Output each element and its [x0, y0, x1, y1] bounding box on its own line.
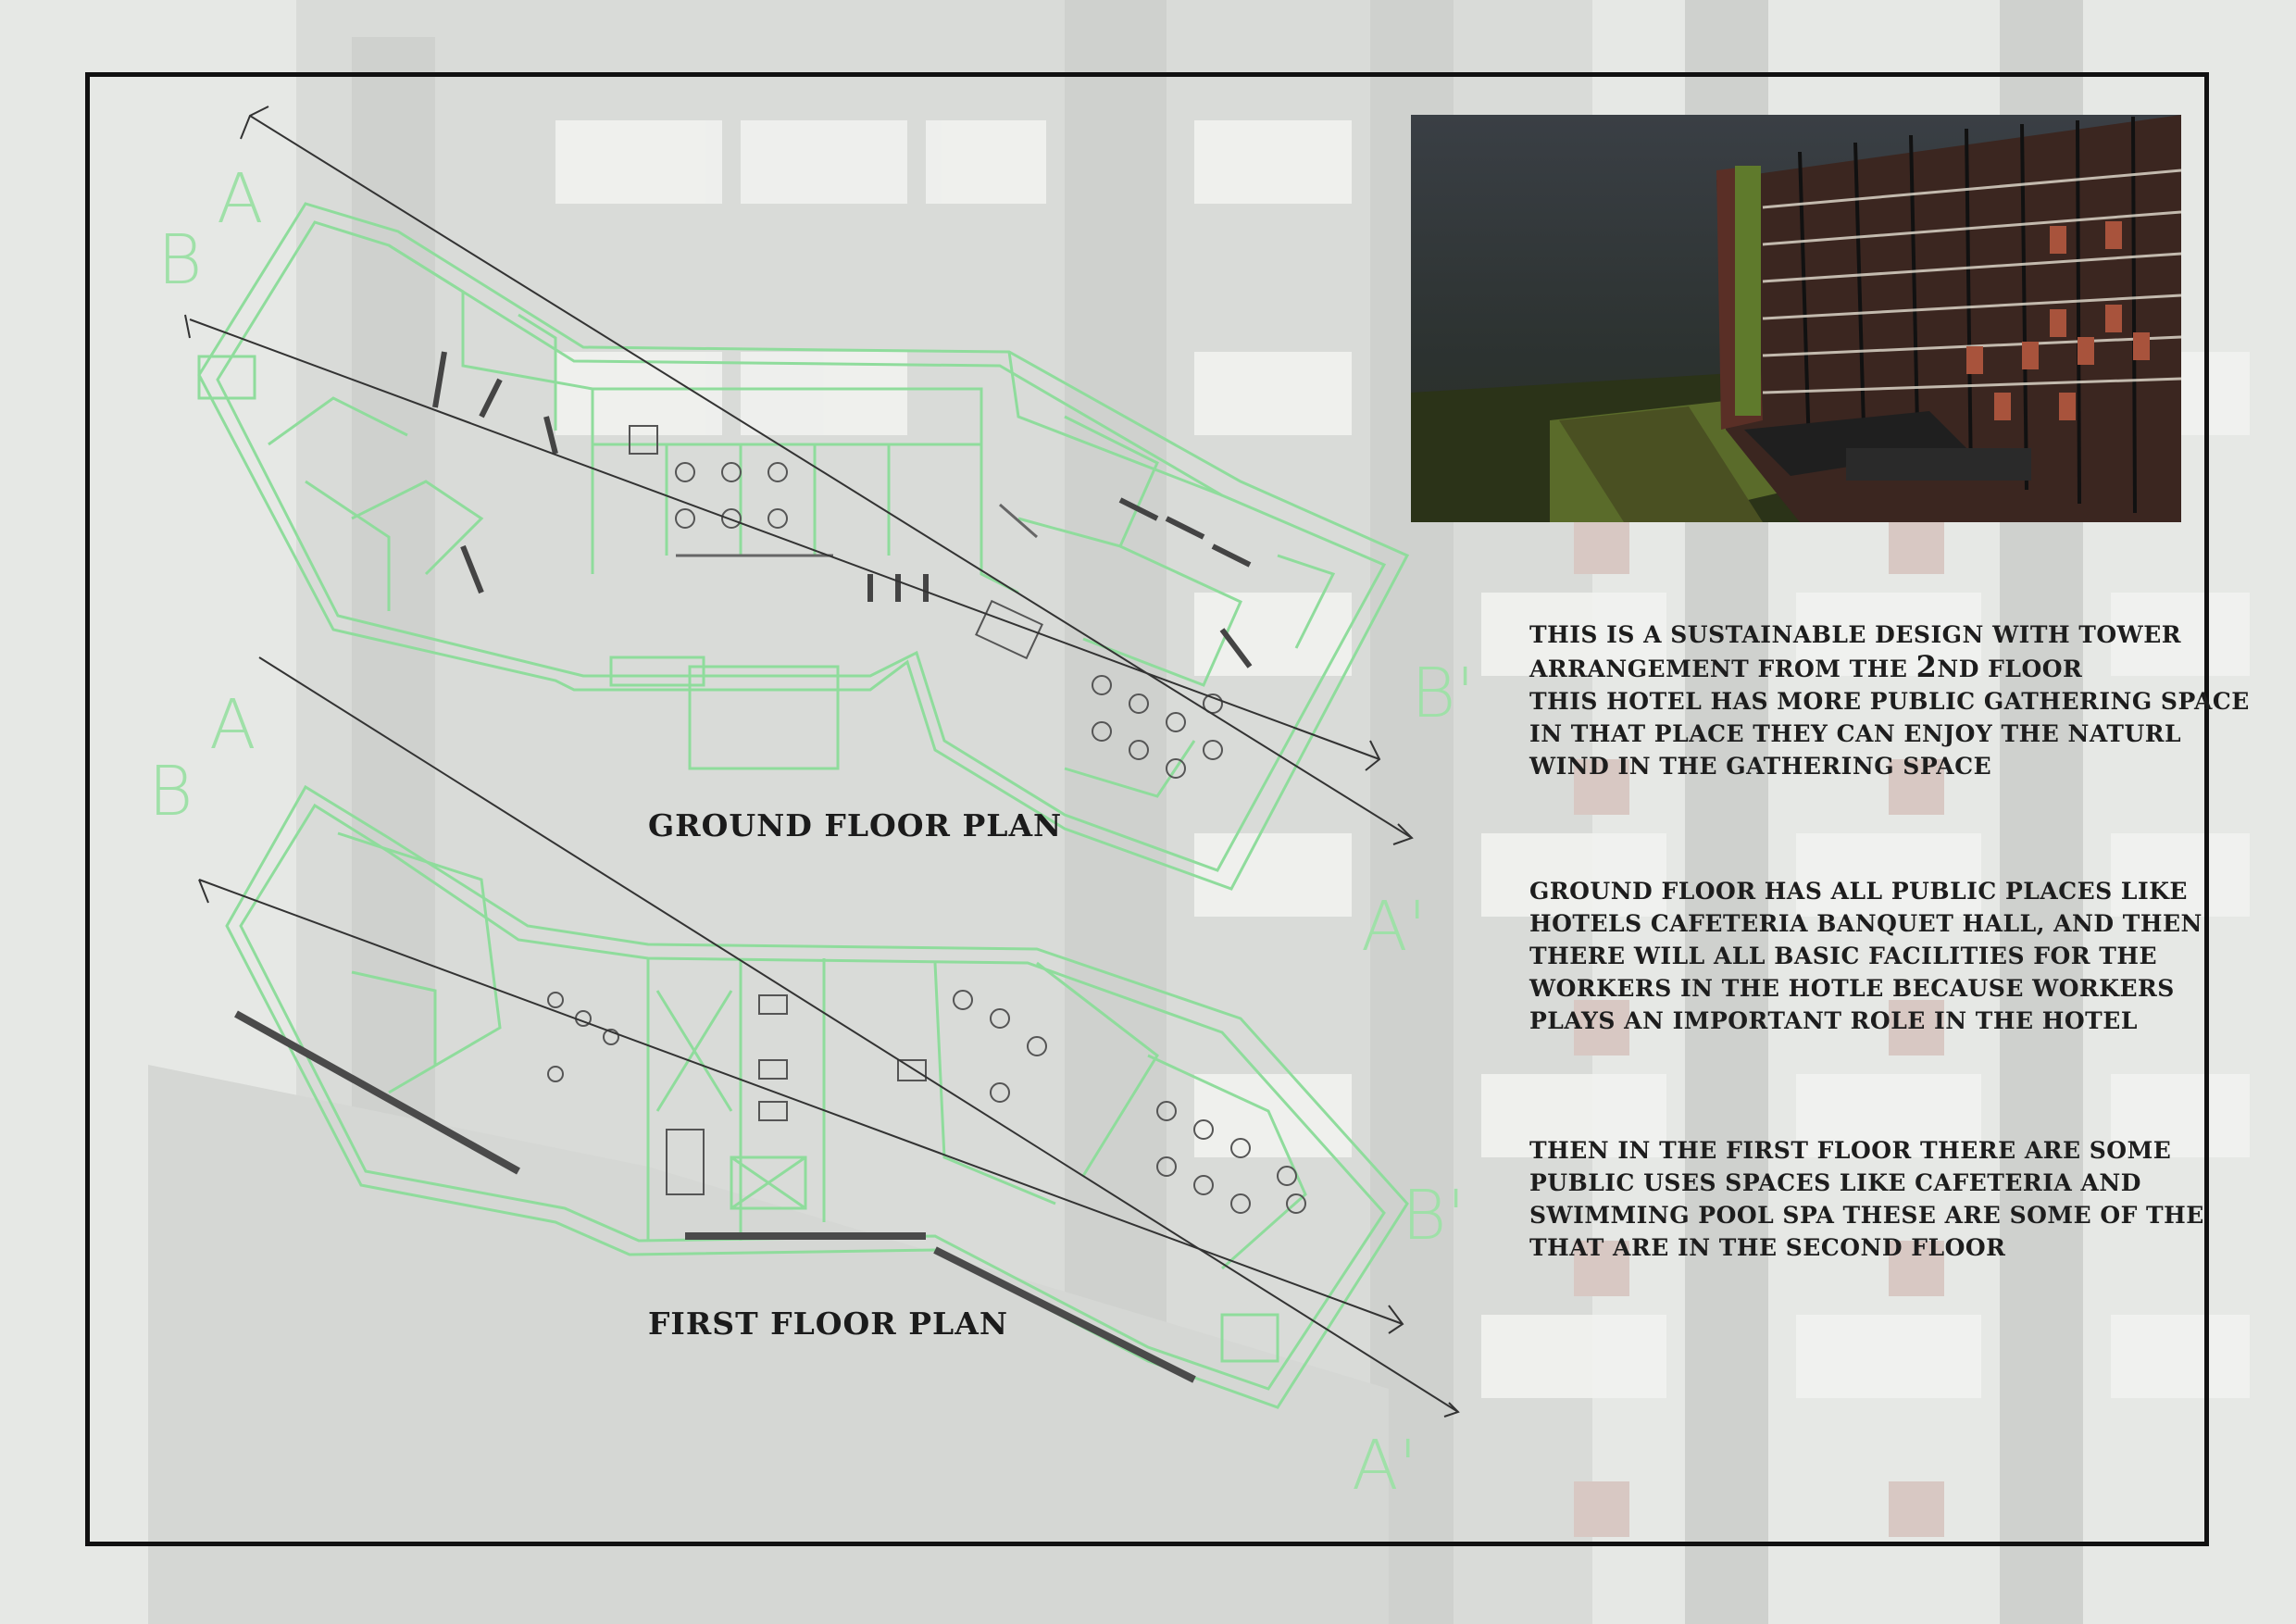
para2-line: WORKERS IN THE HOTLE BECAUSE WORKERS: [1529, 975, 2175, 1002]
description-paragraph-1: [1529, 618, 2250, 782]
section-marker-a-first: A: [209, 685, 256, 765]
section-marker-b-first: B: [148, 752, 193, 831]
hotel-3d-render: [1411, 115, 2181, 522]
para3-line: PUBLIC USES SPACES LIKE CAFETERIA AND: [1529, 1169, 2141, 1196]
section-marker-b-prime-first: B': [1402, 1176, 1466, 1255]
ground-floor-plan-title: GROUND FLOOR PLAN: [648, 807, 1063, 843]
para3-line: THEN IN THE FIRST FLOOR THERE ARE SOME: [1529, 1137, 2172, 1164]
para1-line: IN THAT PLACE THEY CAN ENJOY THE NATURL: [1529, 720, 2182, 747]
para1-line: [1529, 651, 2205, 685]
section-marker-a-prime-ground: A': [1361, 887, 1427, 967]
ground-floor-furniture: [435, 352, 1250, 778]
para2-line: HOTELS CAFETERIA BANQUET HALL, AND THEN: [1529, 910, 2202, 937]
para1-line: THIS IS A SUSTAINABLE DESIGN WITH TOWER: [1529, 621, 2182, 648]
first-floor-plan-title: FIRST FLOOR PLAN: [648, 1305, 1008, 1342]
description-paragraph-3: [1529, 1134, 2205, 1264]
section-marker-a-prime-first: A': [1352, 1426, 1417, 1505]
para2-line: THERE WILL ALL BASIC FACILITIES FOR THE: [1529, 943, 2158, 969]
para2-line: PLAYS AN IMPORTANT ROLE IN THE HOTEL: [1529, 1007, 2138, 1034]
para3-line: SWIMMING POOL SPA THESE ARE SOME OF THE: [1529, 1202, 2204, 1229]
para1-line2-number: 2: [1915, 649, 1938, 684]
para1-line2-suffix: ND FLOOR: [1937, 656, 2083, 682]
para1-line: WIND IN THE GATHERING SPACE: [1529, 753, 1992, 780]
para1-line: THIS HOTEL HAS MORE PUBLIC GATHERING SPACE: [1529, 688, 2250, 715]
para2-line: GROUND FLOOR HAS ALL PUBLIC PLACES LIKE: [1529, 878, 2188, 905]
section-marker-b-prime-ground: B': [1411, 654, 1475, 733]
description-paragraph-2: [1529, 875, 2205, 1037]
para3-line: THAT ARE IN THE SECOND FLOOR: [1529, 1234, 2006, 1261]
section-marker-a-ground: A: [217, 159, 264, 239]
section-marker-b-ground: B: [157, 220, 203, 300]
para1-line2-prefix: ARRANGEMENT FROM THE: [1529, 656, 1916, 682]
section-lines: [185, 106, 1458, 1417]
